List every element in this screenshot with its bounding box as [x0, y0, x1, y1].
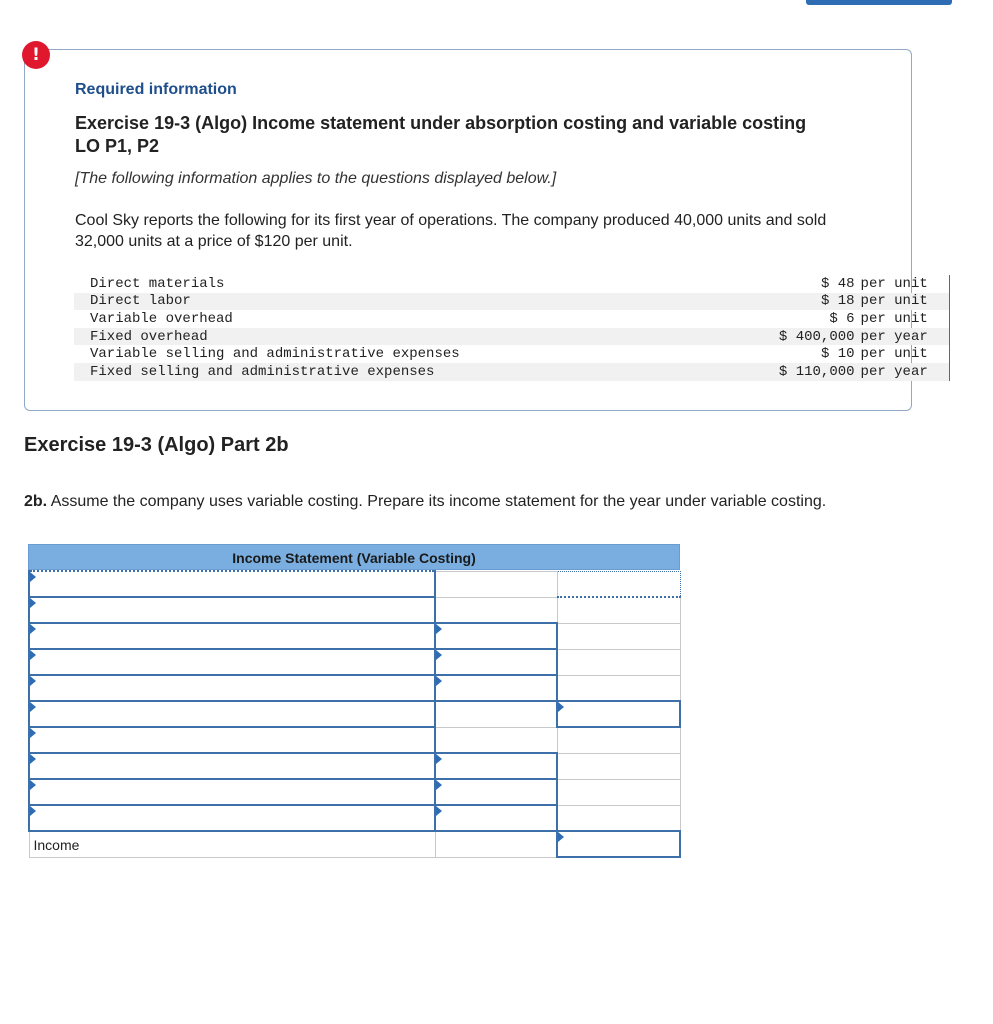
- text-input[interactable]: [436, 624, 556, 648]
- text-input[interactable]: [30, 806, 434, 830]
- amount-input[interactable]: [435, 753, 557, 779]
- cost-label: Variable selling and administrative expenses: [90, 346, 460, 363]
- text-input[interactable]: [436, 676, 556, 700]
- line-item-label-input[interactable]: [29, 649, 435, 675]
- line-item-label-input[interactable]: [29, 701, 435, 727]
- cost-label: Fixed selling and administrative expenses: [74, 363, 666, 381]
- cost-unit: per year: [861, 363, 950, 381]
- cost-row: [74, 363, 950, 381]
- table-row: [29, 623, 680, 649]
- text-input[interactable]: [436, 754, 556, 778]
- line-item-label-input[interactable]: [29, 727, 435, 753]
- income-total-input[interactable]: [557, 831, 680, 857]
- line-item-label-input[interactable]: [29, 675, 435, 701]
- cost-label: Fixed overhead: [74, 328, 666, 346]
- question-body: Assume the company uses variable costing. Prepare its income statement for the year under variable costing.: [47, 493, 827, 510]
- cost-label: Variable overhead: [90, 310, 233, 327]
- amount-input[interactable]: [435, 779, 557, 805]
- amount-cell: [435, 597, 557, 623]
- text-input[interactable]: [30, 676, 434, 700]
- amount-input[interactable]: [435, 675, 557, 701]
- cost-unit: per unit: [861, 345, 950, 363]
- income-label: Income: [33, 837, 80, 853]
- table-row: [29, 571, 680, 597]
- cost-row: [74, 293, 950, 311]
- table-row: [29, 805, 680, 831]
- amount-input[interactable]: [435, 649, 557, 675]
- cost-unit: per unit: [861, 293, 950, 311]
- text-input[interactable]: [30, 728, 434, 752]
- alert-exclamation-icon: !: [22, 41, 50, 69]
- applies-note: [The following information applies to the questions displayed below.]: [75, 170, 557, 187]
- text-input[interactable]: [30, 572, 434, 596]
- text-input[interactable]: [558, 832, 679, 856]
- part-title: Exercise 19-3 (Algo) Part 2b: [24, 434, 289, 456]
- text-input[interactable]: [30, 624, 434, 648]
- table-row: [29, 675, 680, 701]
- amount-cell: [435, 701, 557, 727]
- line-item-label-input[interactable]: [29, 779, 435, 805]
- income-statement-title: Income Statement (Variable Costing): [28, 544, 680, 570]
- text-input[interactable]: [30, 598, 434, 622]
- cost-unit: per unit: [861, 275, 950, 293]
- cost-label: Direct materials: [90, 275, 225, 292]
- line-item-label-input[interactable]: [29, 597, 435, 623]
- line-item-label-input[interactable]: [29, 753, 435, 779]
- question-text: [24, 493, 826, 511]
- text-input[interactable]: [30, 650, 434, 674]
- total-cell: [557, 727, 680, 753]
- total-cell: [557, 649, 680, 675]
- table-row: [29, 597, 680, 623]
- table-row: [29, 753, 680, 779]
- cost-amount: $ 18: [666, 293, 860, 311]
- amount-cell: [435, 727, 557, 753]
- cost-amount: $ 110,000: [666, 363, 860, 381]
- amount-input[interactable]: [435, 805, 557, 831]
- total-cell: [557, 805, 680, 831]
- cost-unit: per year: [861, 328, 950, 346]
- exercise-title: Exercise 19-3 (Algo) Income statement under absorption costing and variable costing LO P1, P2: [75, 113, 807, 156]
- cost-amount: $ 48: [820, 275, 855, 292]
- text-input[interactable]: [558, 572, 680, 597]
- cost-amount: $ 400,000: [666, 328, 860, 346]
- top-progress-bar: [806, 0, 952, 5]
- amount-cell: [435, 571, 557, 597]
- income-label-cell: [29, 831, 435, 857]
- total-input[interactable]: [557, 701, 680, 727]
- table-row: [29, 831, 680, 857]
- text-input[interactable]: [30, 780, 434, 804]
- text-input[interactable]: [558, 702, 679, 726]
- total-cell: [557, 597, 680, 623]
- total-cell: [557, 779, 680, 805]
- text-input[interactable]: [30, 702, 434, 726]
- text-input[interactable]: [436, 780, 556, 804]
- cost-label: Direct labor: [74, 293, 666, 311]
- cost-row: [74, 328, 950, 346]
- total-cell: [557, 623, 680, 649]
- cost-row: [74, 345, 950, 363]
- amount-cell: [435, 831, 557, 857]
- cost-unit: per unit: [861, 310, 950, 328]
- required-info-panel: [24, 49, 928, 411]
- cost-data-table: [74, 275, 950, 381]
- income-statement-grid: [28, 570, 681, 858]
- table-row: [29, 727, 680, 753]
- line-item-label-input[interactable]: [29, 805, 435, 831]
- table-row: [29, 649, 680, 675]
- total-cell: [557, 753, 680, 779]
- text-input[interactable]: [436, 806, 556, 830]
- line-item-label-input[interactable]: [29, 623, 435, 649]
- intro-text: Cool Sky reports the following for its first year of operations. The company produced 40,000 units and sold 32,000 units at a price of $120 per unit.: [75, 212, 827, 250]
- line-item-label-input[interactable]: [29, 571, 435, 597]
- cost-row: [74, 275, 950, 293]
- income-statement: [28, 544, 680, 858]
- total-input[interactable]: [557, 571, 680, 597]
- table-row: [29, 779, 680, 805]
- cost-amount: $ 6: [829, 310, 855, 327]
- amount-input[interactable]: [435, 623, 557, 649]
- table-row: [29, 701, 680, 727]
- question-number: 2b.: [24, 493, 48, 510]
- text-input[interactable]: [436, 650, 556, 674]
- cost-row: [74, 310, 950, 328]
- required-info-label: Required information: [75, 81, 237, 98]
- cost-amount: $ 10: [820, 346, 855, 363]
- total-cell: [557, 675, 680, 701]
- text-input[interactable]: [30, 754, 434, 778]
